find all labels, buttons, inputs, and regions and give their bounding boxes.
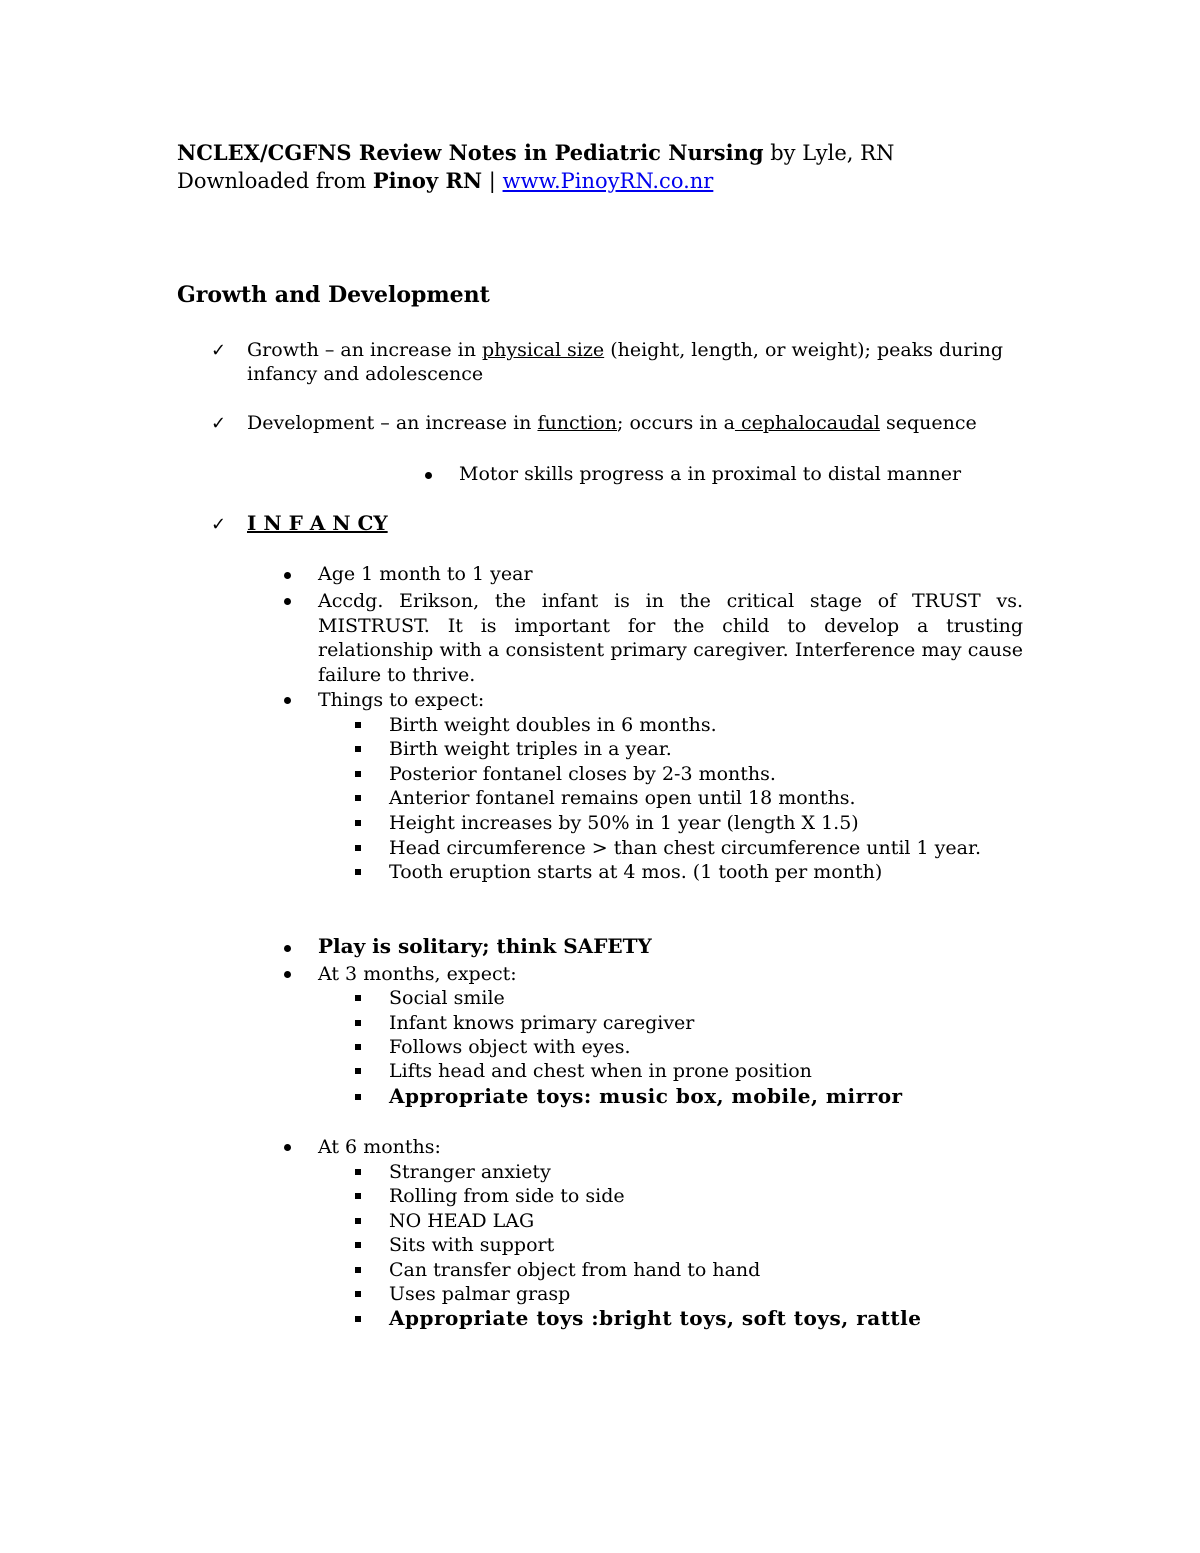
- expect-item: Posterior fontanel closes by 2-3 months.: [389, 763, 776, 785]
- download-prefix: Downloaded from: [177, 169, 373, 193]
- development-text-start: Development – an increase in: [247, 412, 538, 434]
- six-months-item: Stranger anxiety: [389, 1161, 551, 1183]
- six-months-item: NO HEAD LAG: [389, 1210, 535, 1232]
- infancy-heading: I N F A N CY: [247, 511, 388, 535]
- things-to-expect-label: Things to expect:: [318, 689, 485, 711]
- bullet-icon: [425, 472, 432, 479]
- six-months-item: Sits with support: [389, 1234, 555, 1256]
- three-months-item: Infant knows primary caregiver: [389, 1012, 695, 1034]
- growth-definition-line2: infancy and adolescence: [247, 363, 484, 385]
- three-months-item: Follows object with eyes.: [389, 1036, 631, 1058]
- development-text-end: sequence: [879, 412, 977, 434]
- three-months-label: At 3 months, expect:: [318, 963, 517, 985]
- square-bullet-icon: [355, 1291, 361, 1297]
- square-bullet-icon: [355, 746, 361, 752]
- square-bullet-icon: [355, 1068, 361, 1074]
- checkmark-icon: ✓: [211, 413, 227, 434]
- growth-underlined: physical size: [482, 339, 605, 361]
- development-underlined-cephalocaudal: cephalocaudal: [734, 412, 880, 434]
- expect-item: Birth weight doubles in 6 months.: [389, 714, 717, 736]
- download-source: Pinoy RN: [372, 168, 483, 193]
- bullet-icon: [284, 598, 291, 605]
- expect-item: Head circumference > than chest circumference until 1 year.: [389, 837, 982, 859]
- square-bullet-icon: [355, 1316, 361, 1322]
- checkmark-icon: ✓: [211, 340, 227, 361]
- three-months-toys: Appropriate toys: music box, mobile, mirror: [389, 1084, 903, 1108]
- square-bullet-icon: [355, 1169, 361, 1175]
- development-text-mid: ; occurs in a: [617, 412, 735, 434]
- bullet-icon: [284, 1144, 291, 1151]
- square-bullet-icon: [355, 995, 361, 1001]
- play-note: Play is solitary; think SAFETY: [318, 934, 652, 958]
- square-bullet-icon: [355, 1094, 361, 1100]
- square-bullet-icon: [355, 722, 361, 728]
- square-bullet-icon: [355, 795, 361, 801]
- square-bullet-icon: [355, 1044, 361, 1050]
- three-months-item: Lifts head and chest when in prone position: [389, 1060, 812, 1082]
- square-bullet-icon: [355, 1193, 361, 1199]
- checkmark-icon: ✓: [211, 514, 227, 535]
- expect-item: Anterior fontanel remains open until 18 months.: [389, 787, 856, 809]
- bullet-icon: [284, 572, 291, 579]
- expect-item: Height increases by 50% in 1 year (length X 1.5): [389, 812, 859, 834]
- download-link[interactable]: www.PinoyRN.co.nr: [502, 169, 714, 193]
- bullet-icon: [284, 971, 291, 978]
- square-bullet-icon: [355, 1020, 361, 1026]
- motor-skills-note: Motor skills progress a in proximal to distal manner: [459, 463, 962, 485]
- download-line: [177, 169, 713, 194]
- document-title: [177, 141, 894, 166]
- expect-item: Tooth eruption starts at 4 mos. (1 tooth per month): [389, 861, 883, 883]
- expect-item: Birth weight triples in a year.: [389, 738, 672, 760]
- square-bullet-icon: [355, 845, 361, 851]
- square-bullet-icon: [355, 1218, 361, 1224]
- square-bullet-icon: [355, 1242, 361, 1248]
- square-bullet-icon: [355, 820, 361, 826]
- six-months-toys: Appropriate toys :bright toys, soft toys, rattle: [389, 1306, 922, 1330]
- growth-definition: [247, 338, 1003, 363]
- square-bullet-icon: [355, 1267, 361, 1273]
- download-separator: |: [482, 169, 503, 193]
- bullet-icon: [284, 697, 291, 704]
- section-heading: Growth and Development: [177, 282, 490, 308]
- square-bullet-icon: [355, 869, 361, 875]
- erikson-paragraph: Accdg. Erikson, the infant is in the critical stage of TRUST vs. MISTRUST. It is important for the child to develop a trusting relationship with a consistent primary caregiver. Interference may cause failure to thrive.: [318, 590, 1023, 686]
- bullet-icon: [284, 945, 291, 952]
- six-months-item: Uses palmar grasp: [389, 1283, 571, 1305]
- growth-text-start: Growth – an increase in: [247, 339, 483, 361]
- title-bold: NCLEX/CGFNS Review Notes in Pediatric Nursing: [177, 140, 764, 165]
- square-bullet-icon: [355, 771, 361, 777]
- infancy-age: Age 1 month to 1 year: [318, 563, 533, 585]
- growth-text-end: (height, length, or weight); peaks during: [604, 339, 1003, 361]
- three-months-item: Social smile: [389, 987, 505, 1009]
- development-underlined-function: function: [537, 412, 617, 434]
- six-months-item: Rolling from side to side: [389, 1185, 625, 1207]
- six-months-label: At 6 months:: [318, 1136, 441, 1158]
- title-author: by Lyle, RN: [763, 141, 895, 165]
- development-definition: [247, 411, 977, 436]
- six-months-item: Can transfer object from hand to hand: [389, 1259, 761, 1281]
